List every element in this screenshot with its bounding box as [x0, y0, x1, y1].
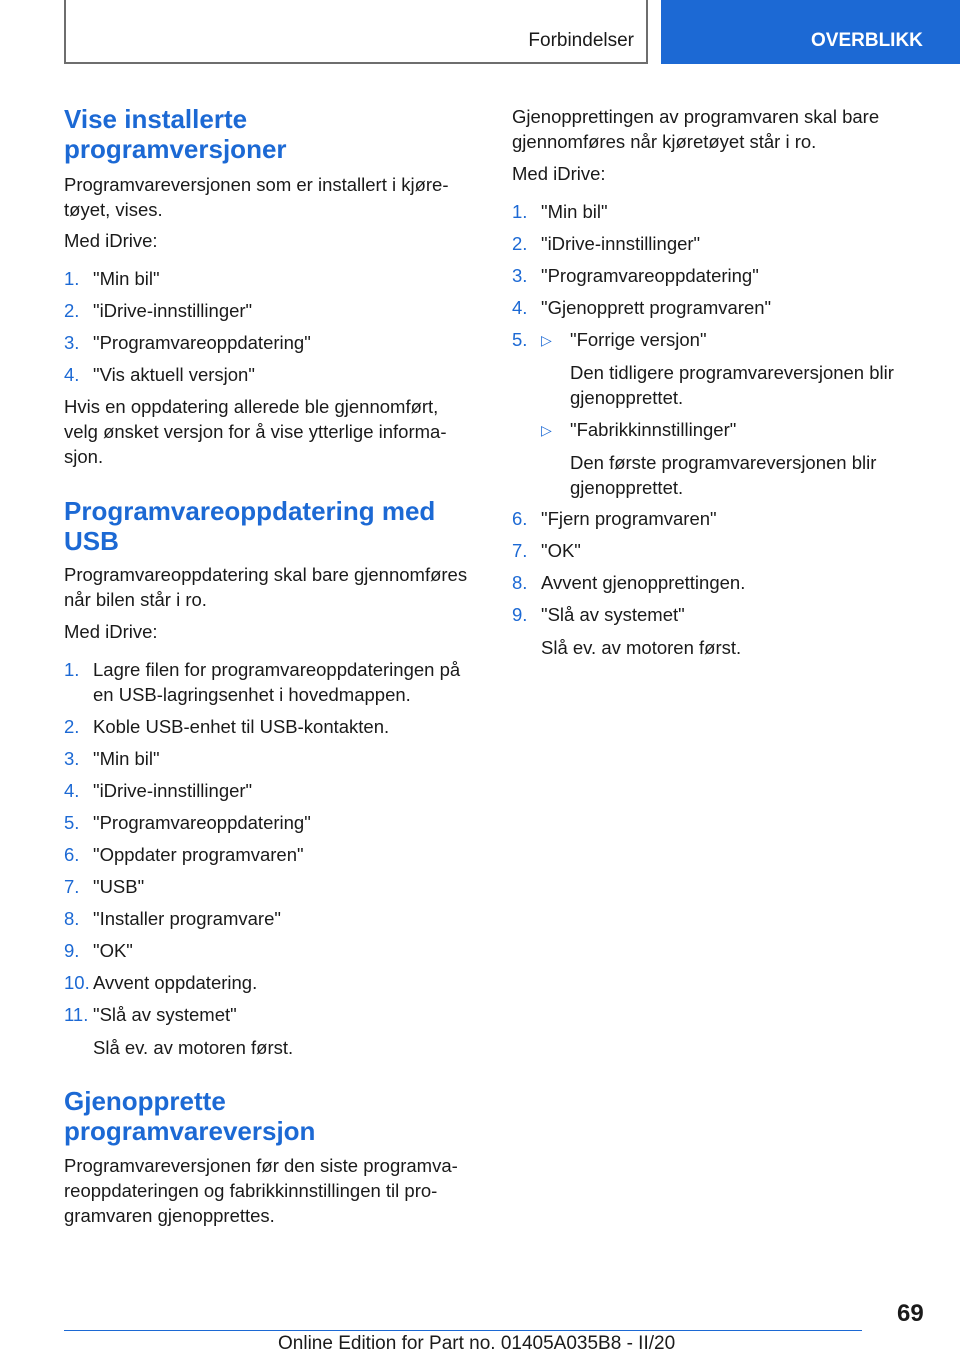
paragraph: Med iDrive: — [64, 230, 158, 251]
paragraph: Programvareoppdatering skal bare gjennomføres når bilen står i ro. — [64, 564, 468, 610]
heading-restore-version: Gjenopprette programvareversjon — [64, 1086, 316, 1146]
section-header-box — [64, 0, 648, 64]
paragraph: Programvareversjonen som er installert i kjøre- tøyet, vises. — [64, 174, 449, 220]
section-title: Forbindelser — [528, 30, 634, 51]
paragraph: Gjenopprettingen av programvaren skal bare gjennomføres når kjøretøyet står i ro. — [512, 106, 880, 152]
paragraph: Programvareversjonen før den siste programva- reoppdateringen og fabrikkinnstillingen til pro- gramvaren gjenopprettes. — [64, 1155, 458, 1226]
page-number: 69 — [897, 1300, 924, 1327]
paragraph: Med iDrive: — [64, 621, 158, 642]
triangle-bullet-icon: ▷ — [541, 422, 552, 438]
footer-edition: Online Edition for Part no. 01405A035B8 - II/20 — [278, 1333, 676, 1354]
heading-usb-update: Programvareoppdatering med USB — [64, 496, 436, 556]
paragraph: Med iDrive: — [512, 163, 606, 184]
footer-divider — [64, 1330, 862, 1331]
chapter-tab: OVERBLIKK — [661, 0, 960, 64]
heading-installed-versions: Vise installerte programversjoner — [64, 104, 287, 164]
triangle-bullet-icon: ▷ — [541, 332, 552, 348]
paragraph: Hvis en oppdatering allerede ble gjennomført, velg ønsket versjon for å vise ytterlige informa- sjon. — [64, 396, 447, 467]
